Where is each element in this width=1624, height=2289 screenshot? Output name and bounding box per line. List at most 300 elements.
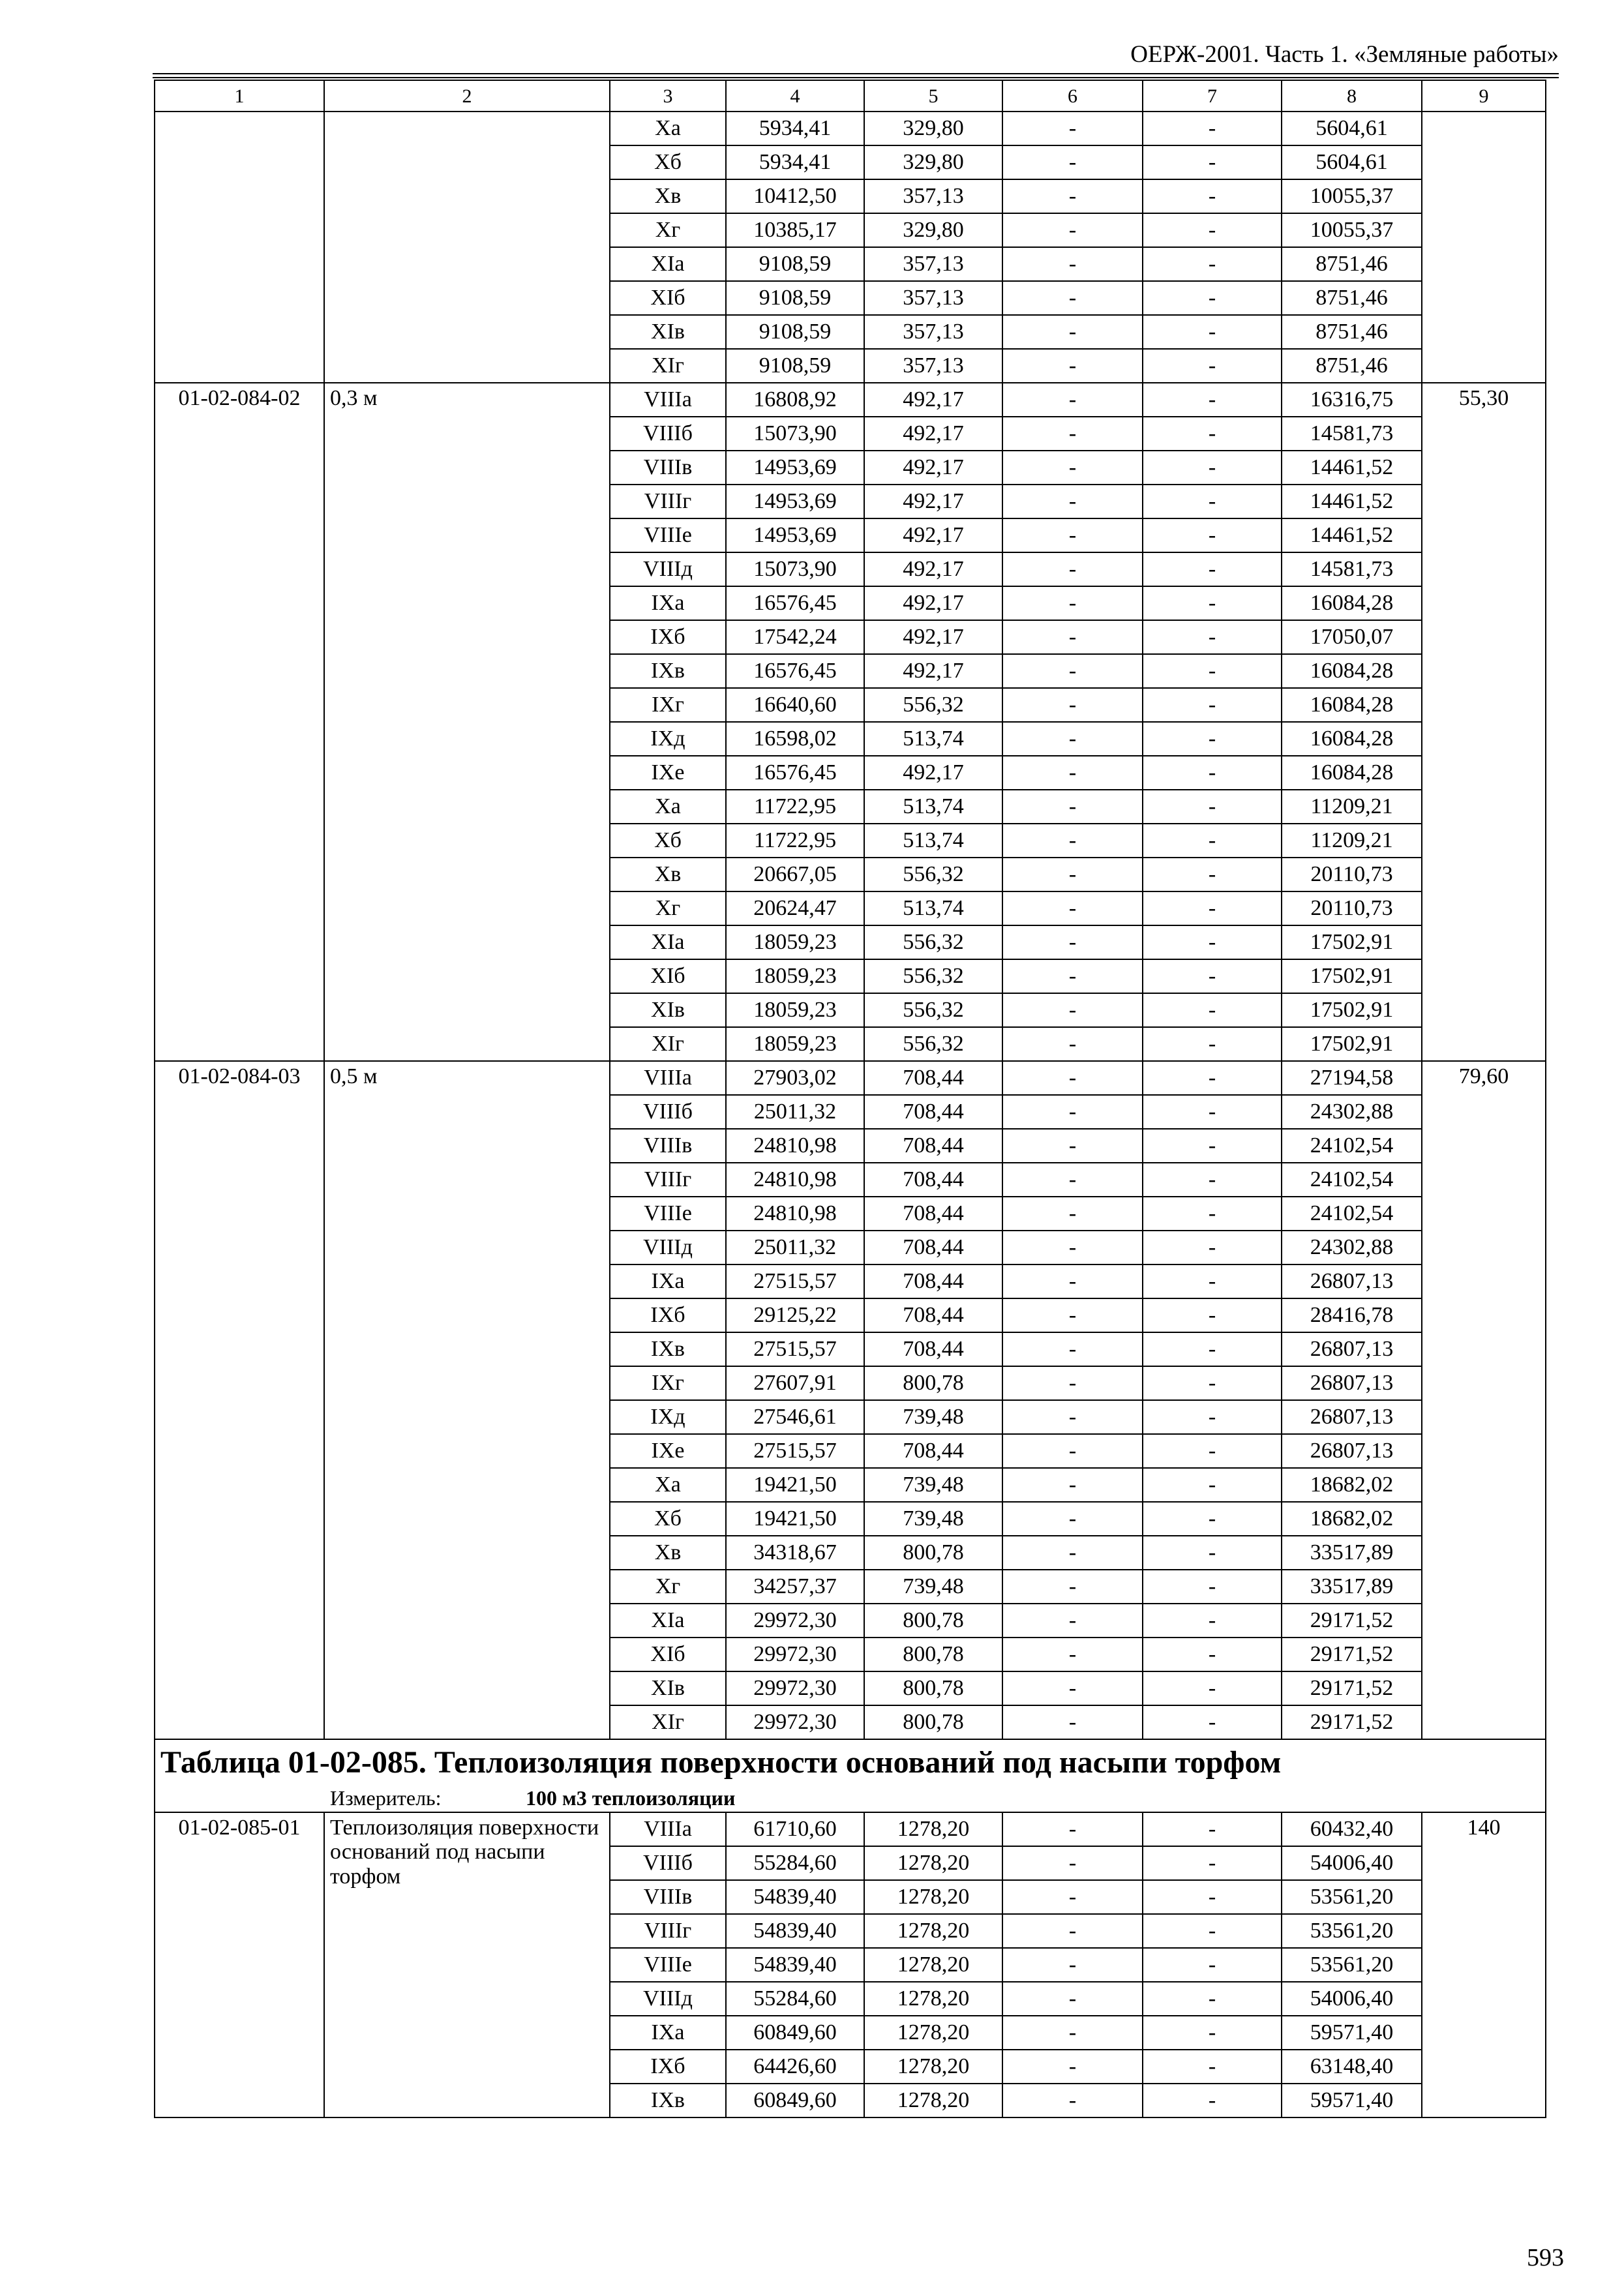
material-cost-cell: 14461,52 bbox=[1282, 518, 1422, 552]
machine-cost-cell: - bbox=[1002, 1604, 1143, 1638]
zone-cell: VIIIе bbox=[610, 1197, 726, 1231]
direct-cost-cell: 19421,50 bbox=[726, 1468, 864, 1502]
material-cost-cell: 26807,13 bbox=[1282, 1434, 1422, 1468]
machine-cost-cell: - bbox=[1002, 1264, 1143, 1298]
direct-cost-cell: 14953,69 bbox=[726, 518, 864, 552]
machine-cost-cell: - bbox=[1002, 383, 1143, 417]
material-cost-cell: 33517,89 bbox=[1282, 1536, 1422, 1570]
machine-cost-cell: - bbox=[1002, 993, 1143, 1027]
driver-wage-cell: - bbox=[1143, 213, 1282, 247]
labor-cost-cell: 329,80 bbox=[864, 213, 1002, 247]
material-cost-cell: 26807,13 bbox=[1282, 1400, 1422, 1434]
direct-cost-cell: 29972,30 bbox=[726, 1638, 864, 1671]
zone-cell: VIIIд bbox=[610, 1231, 726, 1264]
page-number: 593 bbox=[1527, 2244, 1564, 2271]
driver-wage-cell: - bbox=[1143, 891, 1282, 925]
labor-cost-cell: 357,13 bbox=[864, 281, 1002, 315]
driver-wage-cell: - bbox=[1143, 756, 1282, 790]
direct-cost-cell: 29972,30 bbox=[726, 1604, 864, 1638]
labor-cost-cell: 1278,20 bbox=[864, 1914, 1002, 1948]
direct-cost-cell: 34257,37 bbox=[726, 1570, 864, 1604]
material-cost-cell: 14581,73 bbox=[1282, 552, 1422, 586]
zone-cell: VIIIг bbox=[610, 1163, 726, 1197]
driver-wage-cell: - bbox=[1143, 1163, 1282, 1197]
machine-cost-cell: - bbox=[1002, 1914, 1143, 1948]
zone-cell: IXa bbox=[610, 586, 726, 620]
direct-cost-cell: 11722,95 bbox=[726, 790, 864, 824]
machine-cost-cell: - bbox=[1002, 858, 1143, 891]
direct-cost-cell: 15073,90 bbox=[726, 417, 864, 451]
material-cost-cell: 24102,54 bbox=[1282, 1163, 1422, 1197]
machine-cost-cell: - bbox=[1002, 1366, 1143, 1400]
zone-cell: VIIIб bbox=[610, 1095, 726, 1129]
table-title: Таблица 01-02-085. Теплоизоляция поверхности оснований под насыпи торфом bbox=[160, 1745, 1282, 1780]
driver-wage-cell: - bbox=[1143, 1400, 1282, 1434]
material-cost-cell: 27194,58 bbox=[1282, 1061, 1422, 1095]
labor-cost-cell: 492,17 bbox=[864, 518, 1002, 552]
labor-cost-cell: 800,78 bbox=[864, 1638, 1002, 1671]
zone-cell: VIIIв bbox=[610, 1880, 726, 1914]
labor-cost-cell: 357,13 bbox=[864, 179, 1002, 213]
machine-cost-cell: - bbox=[1002, 722, 1143, 756]
direct-cost-cell: 9108,59 bbox=[726, 247, 864, 281]
material-cost-cell: 17502,91 bbox=[1282, 959, 1422, 993]
machine-cost-cell: - bbox=[1002, 1468, 1143, 1502]
direct-cost-cell: 16808,92 bbox=[726, 383, 864, 417]
material-cost-cell: 53561,20 bbox=[1282, 1948, 1422, 1982]
driver-wage-cell: - bbox=[1143, 858, 1282, 891]
machine-cost-cell: - bbox=[1002, 1434, 1143, 1468]
machine-cost-cell: - bbox=[1002, 891, 1143, 925]
machine-cost-cell: - bbox=[1002, 1027, 1143, 1061]
direct-cost-cell: 15073,90 bbox=[726, 552, 864, 586]
norm-code-cell: 01-02-084-02 bbox=[155, 383, 324, 1061]
machine-cost-cell: - bbox=[1002, 824, 1143, 858]
machine-cost-cell: - bbox=[1002, 213, 1143, 247]
labor-cost-cell: 492,17 bbox=[864, 451, 1002, 485]
material-cost-cell: 17502,91 bbox=[1282, 993, 1422, 1027]
driver-wage-cell: - bbox=[1143, 824, 1282, 858]
driver-wage-cell: - bbox=[1143, 112, 1282, 145]
labor-cost-cell: 739,48 bbox=[864, 1502, 1002, 1536]
machine-cost-cell: - bbox=[1002, 1163, 1143, 1197]
material-cost-cell: 29171,52 bbox=[1282, 1671, 1422, 1705]
driver-wage-cell: - bbox=[1143, 1434, 1282, 1468]
direct-cost-cell: 19421,50 bbox=[726, 1502, 864, 1536]
table-title-cell bbox=[155, 1739, 1546, 1786]
zone-cell: Xб bbox=[610, 145, 726, 179]
direct-cost-cell: 27903,02 bbox=[726, 1061, 864, 1095]
labor-cost-cell: 708,44 bbox=[864, 1434, 1002, 1468]
driver-wage-cell: - bbox=[1143, 1914, 1282, 1948]
labor-cost-cell: 708,44 bbox=[864, 1231, 1002, 1264]
zone-cell: VIIIб bbox=[610, 417, 726, 451]
material-cost-cell: 24102,54 bbox=[1282, 1197, 1422, 1231]
labor-cost-cell: 556,32 bbox=[864, 1027, 1002, 1061]
price-table bbox=[154, 80, 1546, 2118]
labor-cost-cell: 492,17 bbox=[864, 417, 1002, 451]
driver-wage-cell: - bbox=[1143, 179, 1282, 213]
zone-cell: IXa bbox=[610, 1264, 726, 1298]
zone-cell: VIIIб bbox=[610, 1846, 726, 1880]
material-cost-cell: 16084,28 bbox=[1282, 722, 1422, 756]
zone-cell: IXв bbox=[610, 2084, 726, 2117]
labor-cost-cell: 492,17 bbox=[864, 383, 1002, 417]
material-cost-cell: 16084,28 bbox=[1282, 586, 1422, 620]
column-number: 6 bbox=[1002, 80, 1143, 112]
norm-code-cell: 01-02-085-01 bbox=[155, 1812, 324, 2117]
direct-cost-cell: 64426,60 bbox=[726, 2050, 864, 2084]
zone-cell: IXб bbox=[610, 2050, 726, 2084]
driver-wage-cell: - bbox=[1143, 1536, 1282, 1570]
labor-cost-cell: 492,17 bbox=[864, 756, 1002, 790]
direct-cost-cell: 25011,32 bbox=[726, 1231, 864, 1264]
labor-cost-cell: 708,44 bbox=[864, 1095, 1002, 1129]
labor-cost-cell: 708,44 bbox=[864, 1197, 1002, 1231]
zone-cell: VIIIе bbox=[610, 518, 726, 552]
labor-cost-cell: 556,32 bbox=[864, 959, 1002, 993]
column-number: 4 bbox=[726, 80, 864, 112]
direct-cost-cell: 34318,67 bbox=[726, 1536, 864, 1570]
direct-cost-cell: 27515,57 bbox=[726, 1264, 864, 1298]
driver-wage-cell: - bbox=[1143, 1298, 1282, 1332]
zone-cell: XIг bbox=[610, 1705, 726, 1739]
direct-cost-cell: 18059,23 bbox=[726, 959, 864, 993]
table-row bbox=[155, 1061, 1546, 1095]
zone-cell: IXa bbox=[610, 2016, 726, 2050]
machine-cost-cell: - bbox=[1002, 1095, 1143, 1129]
driver-wage-cell: - bbox=[1143, 1604, 1282, 1638]
labor-cost-cell: 357,13 bbox=[864, 349, 1002, 383]
material-cost-cell: 54006,40 bbox=[1282, 1982, 1422, 2016]
zone-cell: VIIIг bbox=[610, 485, 726, 518]
labor-cost-cell: 1278,20 bbox=[864, 1812, 1002, 1846]
labor-cost-cell: 357,13 bbox=[864, 315, 1002, 349]
direct-cost-cell: 18059,23 bbox=[726, 993, 864, 1027]
material-cost-cell: 18682,02 bbox=[1282, 1468, 1422, 1502]
driver-wage-cell: - bbox=[1143, 1332, 1282, 1366]
work-name-cell bbox=[324, 112, 610, 383]
material-cost-cell: 29171,52 bbox=[1282, 1604, 1422, 1638]
driver-wage-cell: - bbox=[1143, 688, 1282, 722]
machine-cost-cell: - bbox=[1002, 688, 1143, 722]
zone-cell: IXе bbox=[610, 1434, 726, 1468]
column-number: 1 bbox=[155, 80, 324, 112]
material-cost-cell: 24102,54 bbox=[1282, 1129, 1422, 1163]
direct-cost-cell: 60849,60 bbox=[726, 2016, 864, 2050]
norm-code-cell bbox=[155, 112, 324, 383]
column-number-row bbox=[155, 80, 1546, 112]
direct-cost-cell: 18059,23 bbox=[726, 1027, 864, 1061]
direct-cost-cell: 5934,41 bbox=[726, 145, 864, 179]
work-name-cell: 0,5 м bbox=[324, 1061, 610, 1739]
driver-wage-cell: - bbox=[1143, 1061, 1282, 1095]
machine-cost-cell: - bbox=[1002, 1298, 1143, 1332]
driver-wage-cell: - bbox=[1143, 1812, 1282, 1846]
labor-cost-cell: 492,17 bbox=[864, 654, 1002, 688]
driver-wage-cell: - bbox=[1143, 1570, 1282, 1604]
machine-cost-cell: - bbox=[1002, 1638, 1143, 1671]
zone-cell: IXб bbox=[610, 1298, 726, 1332]
driver-wage-cell: - bbox=[1143, 1468, 1282, 1502]
machine-cost-cell: - bbox=[1002, 654, 1143, 688]
driver-wage-cell: - bbox=[1143, 1197, 1282, 1231]
zone-cell: XIa bbox=[610, 247, 726, 281]
labor-cost-cell: 708,44 bbox=[864, 1163, 1002, 1197]
material-cost-cell: 5604,61 bbox=[1282, 112, 1422, 145]
labor-cost-cell: 1278,20 bbox=[864, 1982, 1002, 2016]
direct-cost-cell: 18059,23 bbox=[726, 925, 864, 959]
machine-cost-cell: - bbox=[1002, 1705, 1143, 1739]
labor-cost-cell: 1278,20 bbox=[864, 1880, 1002, 1914]
labor-hours-cell bbox=[1422, 112, 1546, 383]
driver-wage-cell: - bbox=[1143, 925, 1282, 959]
table-row bbox=[155, 383, 1546, 417]
driver-wage-cell: - bbox=[1143, 485, 1282, 518]
direct-cost-cell: 60849,60 bbox=[726, 2084, 864, 2117]
machine-cost-cell: - bbox=[1002, 2016, 1143, 2050]
zone-cell: Xa bbox=[610, 112, 726, 145]
direct-cost-cell: 10412,50 bbox=[726, 179, 864, 213]
labor-cost-cell: 492,17 bbox=[864, 485, 1002, 518]
driver-wage-cell: - bbox=[1143, 1366, 1282, 1400]
machine-cost-cell: - bbox=[1002, 417, 1143, 451]
driver-wage-cell: - bbox=[1143, 145, 1282, 179]
zone-cell: IXг bbox=[610, 688, 726, 722]
machine-cost-cell: - bbox=[1002, 790, 1143, 824]
labor-cost-cell: 329,80 bbox=[864, 112, 1002, 145]
machine-cost-cell: - bbox=[1002, 349, 1143, 383]
driver-wage-cell: - bbox=[1143, 2050, 1282, 2084]
material-cost-cell: 29171,52 bbox=[1282, 1638, 1422, 1671]
material-cost-cell: 14461,52 bbox=[1282, 451, 1422, 485]
direct-cost-cell: 25011,32 bbox=[726, 1095, 864, 1129]
labor-cost-cell: 1278,20 bbox=[864, 1846, 1002, 1880]
machine-cost-cell: - bbox=[1002, 145, 1143, 179]
material-cost-cell: 16316,75 bbox=[1282, 383, 1422, 417]
zone-cell: Xб bbox=[610, 1502, 726, 1536]
direct-cost-cell: 29972,30 bbox=[726, 1705, 864, 1739]
machine-cost-cell: - bbox=[1002, 1231, 1143, 1264]
labor-cost-cell: 556,32 bbox=[864, 993, 1002, 1027]
zone-cell: VIIIд bbox=[610, 552, 726, 586]
work-name-cell: Теплоизоляция поверхности оснований под насыпи торфом bbox=[324, 1812, 610, 2117]
driver-wage-cell: - bbox=[1143, 790, 1282, 824]
material-cost-cell: 20110,73 bbox=[1282, 891, 1422, 925]
material-cost-cell: 53561,20 bbox=[1282, 1880, 1422, 1914]
driver-wage-cell: - bbox=[1143, 1846, 1282, 1880]
labor-cost-cell: 708,44 bbox=[864, 1129, 1002, 1163]
driver-wage-cell: - bbox=[1143, 1948, 1282, 1982]
zone-cell: Xв bbox=[610, 858, 726, 891]
labor-cost-cell: 492,17 bbox=[864, 552, 1002, 586]
driver-wage-cell: - bbox=[1143, 518, 1282, 552]
direct-cost-cell: 16598,02 bbox=[726, 722, 864, 756]
column-number: 8 bbox=[1282, 80, 1422, 112]
machine-cost-cell: - bbox=[1002, 925, 1143, 959]
zone-cell: IXд bbox=[610, 722, 726, 756]
labor-cost-cell: 708,44 bbox=[864, 1264, 1002, 1298]
machine-cost-cell: - bbox=[1002, 620, 1143, 654]
direct-cost-cell: 17542,24 bbox=[726, 620, 864, 654]
material-cost-cell: 26807,13 bbox=[1282, 1366, 1422, 1400]
driver-wage-cell: - bbox=[1143, 247, 1282, 281]
direct-cost-cell: 14953,69 bbox=[726, 485, 864, 518]
direct-cost-cell: 55284,60 bbox=[726, 1846, 864, 1880]
material-cost-cell: 17502,91 bbox=[1282, 925, 1422, 959]
labor-cost-cell: 513,74 bbox=[864, 722, 1002, 756]
zone-cell: VIIIa bbox=[610, 383, 726, 417]
driver-wage-cell: - bbox=[1143, 1264, 1282, 1298]
direct-cost-cell: 54839,40 bbox=[726, 1914, 864, 1948]
labor-cost-cell: 708,44 bbox=[864, 1332, 1002, 1366]
material-cost-cell: 14461,52 bbox=[1282, 485, 1422, 518]
zone-cell: VIIIг bbox=[610, 1914, 726, 1948]
zone-cell: IXв bbox=[610, 654, 726, 688]
zone-cell: Xг bbox=[610, 213, 726, 247]
machine-cost-cell: - bbox=[1002, 1812, 1143, 1846]
driver-wage-cell: - bbox=[1143, 417, 1282, 451]
driver-wage-cell: - bbox=[1143, 1982, 1282, 2016]
labor-cost-cell: 739,48 bbox=[864, 1468, 1002, 1502]
zone-cell: IXе bbox=[610, 756, 726, 790]
direct-cost-cell: 20624,47 bbox=[726, 891, 864, 925]
material-cost-cell: 16084,28 bbox=[1282, 654, 1422, 688]
labor-cost-cell: 1278,20 bbox=[864, 1948, 1002, 1982]
direct-cost-cell: 29972,30 bbox=[726, 1671, 864, 1705]
driver-wage-cell: - bbox=[1143, 1671, 1282, 1705]
zone-cell: XIб bbox=[610, 959, 726, 993]
driver-wage-cell: - bbox=[1143, 993, 1282, 1027]
driver-wage-cell: - bbox=[1143, 1638, 1282, 1671]
labor-cost-cell: 556,32 bbox=[864, 858, 1002, 891]
price-table-body bbox=[155, 80, 1546, 2117]
labor-cost-cell: 1278,20 bbox=[864, 2084, 1002, 2117]
machine-cost-cell: - bbox=[1002, 756, 1143, 790]
driver-wage-cell: - bbox=[1143, 2016, 1282, 2050]
driver-wage-cell: - bbox=[1143, 722, 1282, 756]
labor-cost-cell: 800,78 bbox=[864, 1705, 1002, 1739]
meter-row bbox=[155, 1786, 1546, 1812]
driver-wage-cell: - bbox=[1143, 1231, 1282, 1264]
zone-cell: XIв bbox=[610, 315, 726, 349]
zone-cell: IXг bbox=[610, 1366, 726, 1400]
machine-cost-cell: - bbox=[1002, 451, 1143, 485]
labor-cost-cell: 800,78 bbox=[864, 1536, 1002, 1570]
work-name-cell: 0,3 м bbox=[324, 383, 610, 1061]
material-cost-cell: 59571,40 bbox=[1282, 2016, 1422, 2050]
zone-cell: VIIIв bbox=[610, 451, 726, 485]
zone-cell: IXв bbox=[610, 1332, 726, 1366]
zone-cell: XIг bbox=[610, 1027, 726, 1061]
direct-cost-cell: 16576,45 bbox=[726, 586, 864, 620]
machine-cost-cell: - bbox=[1002, 1948, 1143, 1982]
zone-cell: XIв bbox=[610, 993, 726, 1027]
zone-cell: VIIIa bbox=[610, 1812, 726, 1846]
meter-value: 100 м3 теплоизоляции bbox=[526, 1786, 736, 1810]
driver-wage-cell: - bbox=[1143, 349, 1282, 383]
zone-cell: Xв bbox=[610, 1536, 726, 1570]
zone-cell: VIIIв bbox=[610, 1129, 726, 1163]
machine-cost-cell: - bbox=[1002, 552, 1143, 586]
labor-cost-cell: 513,74 bbox=[864, 790, 1002, 824]
machine-cost-cell: - bbox=[1002, 1197, 1143, 1231]
driver-wage-cell: - bbox=[1143, 1705, 1282, 1739]
zone-cell: XIб bbox=[610, 1638, 726, 1671]
direct-cost-cell: 9108,59 bbox=[726, 349, 864, 383]
machine-cost-cell: - bbox=[1002, 315, 1143, 349]
table-title-row bbox=[155, 1739, 1546, 1786]
machine-cost-cell: - bbox=[1002, 1880, 1143, 1914]
direct-cost-cell: 5934,41 bbox=[726, 112, 864, 145]
direct-cost-cell: 55284,60 bbox=[726, 1982, 864, 2016]
labor-cost-cell: 492,17 bbox=[864, 620, 1002, 654]
material-cost-cell: 11209,21 bbox=[1282, 790, 1422, 824]
column-number: 5 bbox=[864, 80, 1002, 112]
table-row bbox=[155, 112, 1546, 145]
machine-cost-cell: - bbox=[1002, 2084, 1143, 2117]
labor-cost-cell: 556,32 bbox=[864, 688, 1002, 722]
driver-wage-cell: - bbox=[1143, 1027, 1282, 1061]
zone-cell: VIIIa bbox=[610, 1061, 726, 1095]
labor-cost-cell: 800,78 bbox=[864, 1671, 1002, 1705]
material-cost-cell: 26807,13 bbox=[1282, 1264, 1422, 1298]
labor-hours-cell: 79,60 bbox=[1422, 1061, 1546, 1739]
norm-code-cell: 01-02-084-03 bbox=[155, 1061, 324, 1739]
direct-cost-cell: 14953,69 bbox=[726, 451, 864, 485]
labor-cost-cell: 329,80 bbox=[864, 145, 1002, 179]
material-cost-cell: 24302,88 bbox=[1282, 1095, 1422, 1129]
driver-wage-cell: - bbox=[1143, 1880, 1282, 1914]
labor-cost-cell: 708,44 bbox=[864, 1298, 1002, 1332]
driver-wage-cell: - bbox=[1143, 654, 1282, 688]
zone-cell: Xг bbox=[610, 891, 726, 925]
zone-cell: IXб bbox=[610, 620, 726, 654]
material-cost-cell: 10055,37 bbox=[1282, 179, 1422, 213]
labor-cost-cell: 357,13 bbox=[864, 247, 1002, 281]
driver-wage-cell: - bbox=[1143, 281, 1282, 315]
zone-cell: Xб bbox=[610, 824, 726, 858]
machine-cost-cell: - bbox=[1002, 959, 1143, 993]
driver-wage-cell: - bbox=[1143, 959, 1282, 993]
driver-wage-cell: - bbox=[1143, 586, 1282, 620]
machine-cost-cell: - bbox=[1002, 518, 1143, 552]
direct-cost-cell: 16640,60 bbox=[726, 688, 864, 722]
labor-cost-cell: 800,78 bbox=[864, 1366, 1002, 1400]
machine-cost-cell: - bbox=[1002, 1129, 1143, 1163]
zone-cell: Xa bbox=[610, 1468, 726, 1502]
material-cost-cell: 29171,52 bbox=[1282, 1705, 1422, 1739]
material-cost-cell: 20110,73 bbox=[1282, 858, 1422, 891]
direct-cost-cell: 27607,91 bbox=[726, 1366, 864, 1400]
driver-wage-cell: - bbox=[1143, 315, 1282, 349]
machine-cost-cell: - bbox=[1002, 1982, 1143, 2016]
driver-wage-cell: - bbox=[1143, 1129, 1282, 1163]
direct-cost-cell: 61710,60 bbox=[726, 1812, 864, 1846]
material-cost-cell: 8751,46 bbox=[1282, 349, 1422, 383]
labor-cost-cell: 708,44 bbox=[864, 1061, 1002, 1095]
zone-cell: XIa bbox=[610, 1604, 726, 1638]
driver-wage-cell: - bbox=[1143, 1502, 1282, 1536]
material-cost-cell: 16084,28 bbox=[1282, 756, 1422, 790]
driver-wage-cell: - bbox=[1143, 2084, 1282, 2117]
labor-cost-cell: 556,32 bbox=[864, 925, 1002, 959]
machine-cost-cell: - bbox=[1002, 1536, 1143, 1570]
material-cost-cell: 11209,21 bbox=[1282, 824, 1422, 858]
direct-cost-cell: 9108,59 bbox=[726, 315, 864, 349]
material-cost-cell: 8751,46 bbox=[1282, 315, 1422, 349]
column-number: 2 bbox=[324, 80, 610, 112]
